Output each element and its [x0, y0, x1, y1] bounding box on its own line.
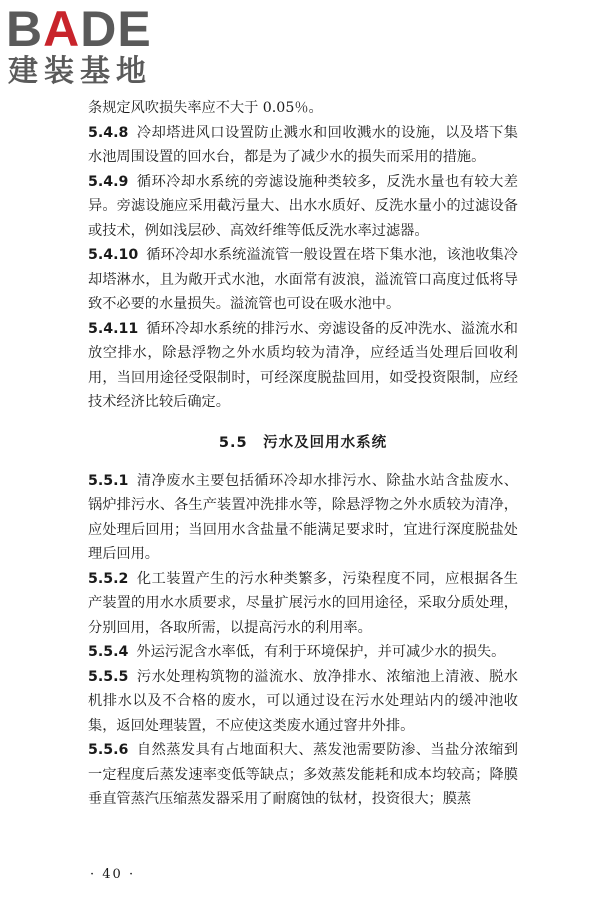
- logo-letters-de: DE: [80, 1, 152, 57]
- clause-text: 化工装置产生的污水种类繁多，污染程度不同，应根据各生产装置的用水水质要求，尽量扩展污水的回用途径，采取分质处理，分别回用，各取所需，以提高污水的利用率。: [88, 570, 518, 636]
- clause-number: 5.4.11: [88, 320, 139, 337]
- clause-number: 5.5.6: [88, 742, 129, 758]
- document-body: [88, 96, 518, 812]
- clause-text: 外运污泥含水率低，有利于环境保护，并可减少水的损失。: [136, 644, 506, 660]
- clause-text: 循环冷却水系统溢流管一般设置在塔下集水池，该池收集冷却塔淋水，且为敞开式水池，水面常有波浪，溢流管口高度过低将导致不必要的水量损失。溢流管也可设在吸水池中。: [88, 247, 518, 312]
- clause-text: 自然蒸发具有占地面积大、蒸发池需要防渗、当盐分浓缩到一定程度后蒸发速率变低等缺点；多效蒸发能耗和成本均较高；降膜垂直管蒸汽压缩蒸发器采用了耐腐蚀的钛材，投资很大；膜蒸: [88, 742, 518, 807]
- page-number: · 40 ·: [90, 867, 136, 882]
- clause-text: 冷却塔进风口设置防止溅水和回收溅水的设施，以及塔下集水池周围设置的回水台，都是为了减少水的损失而采用的措施。: [88, 124, 518, 165]
- clause-paragraph: [88, 640, 518, 665]
- section-heading: 5.5 污水及回用水系统: [218, 434, 388, 451]
- clause-paragraph: [88, 738, 518, 812]
- section-5-5-paragraphs: [88, 469, 518, 812]
- logo-letter-b: B: [6, 1, 44, 57]
- clause-number: 5.4.9: [88, 173, 129, 190]
- clause-paragraph: [88, 567, 518, 641]
- clause-number: 5.4.8: [88, 124, 129, 141]
- clause-number: 5.4.10: [88, 247, 139, 263]
- clause-number: 5.5.2: [88, 570, 129, 587]
- logo-letter-a: A: [43, 1, 81, 57]
- clause-number: 5.5.5: [88, 668, 129, 685]
- clause-number: 5.5.4: [88, 644, 129, 660]
- clause-paragraph: [88, 243, 518, 317]
- clause-number: 5.5.1: [88, 472, 129, 489]
- logo-wordmark: [6, 2, 152, 56]
- clause-text: 循环冷却水系统的旁滤设施种类较多，反洗水量也有较大差异。旁滤设施应采用截污量大、出水水质好、反洗水量小的过滤设备或技术，例如浅层砂、高效纤维等低反洗水率过滤器。: [88, 173, 518, 239]
- clause-paragraph: [88, 121, 518, 170]
- logo-subtitle: 建装基地: [8, 54, 152, 89]
- clause-text: 条规定风吹损失率应不大于 0.05％。: [88, 100, 323, 116]
- section-5-4-paragraphs: [88, 96, 518, 415]
- clause-paragraph: [88, 469, 518, 567]
- clause-paragraph: [88, 96, 518, 121]
- clause-text: 清净废水主要包括循环冷却水排污水、除盐水站含盐废水、锅炉排污水、各生产装置冲洗排水等，除悬浮物之外水质较为清净，应处理后回用；当回用水含盐量不能满足要求时，宜进行深度脱盐处理后回用。: [88, 472, 518, 562]
- clause-paragraph: [88, 665, 518, 739]
- brand-logo: [6, 2, 186, 98]
- clause-paragraph: [88, 170, 518, 244]
- clause-text: 污水处理构筑物的溢流水、放净排水、浓缩池上清液、脱水机排水以及不合格的废水，可以通过设在污水处理站内的缓冲池收集，返回处理装置，不应使这类废水通过窨井外排。: [88, 668, 518, 734]
- clause-paragraph: [88, 317, 518, 415]
- clause-text: 循环冷却水系统的排污水、旁滤设备的反冲洗水、溢流水和放空排水，除悬浮物之外水质均较为清净，应经适当处理后回收利用，当回用途径受限制时，可经深度脱盐回用，如受投资限制，应经技术经济比较后确定。: [88, 320, 518, 410]
